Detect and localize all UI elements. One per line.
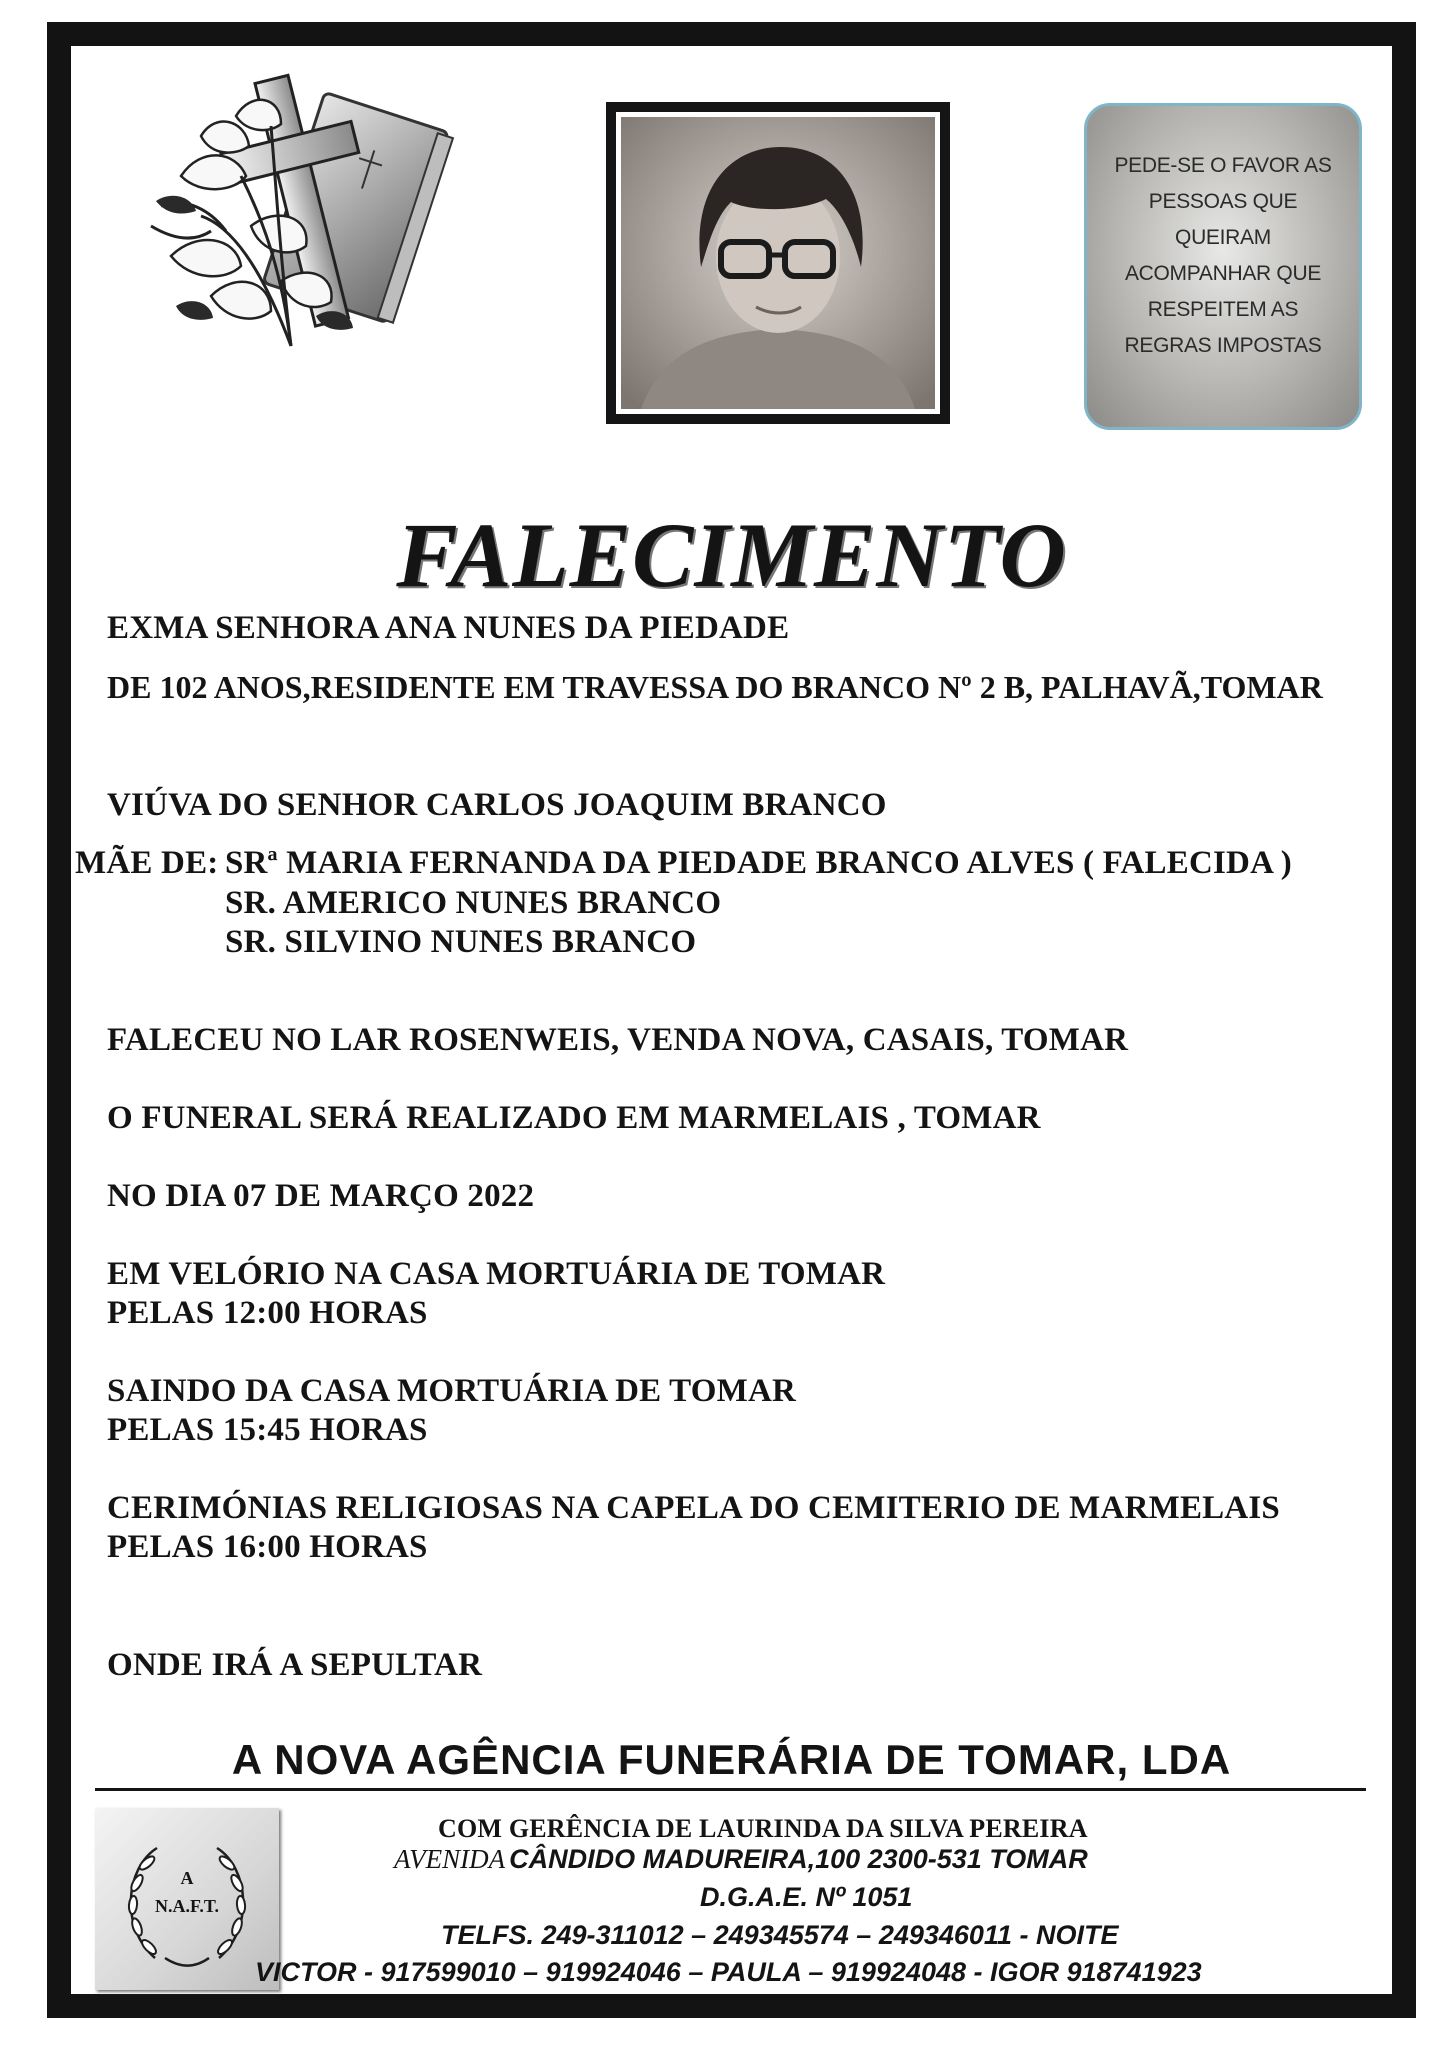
notice-box xyxy=(1084,103,1362,430)
child-2: SR. AMERICO NUNES BRANCO xyxy=(225,885,722,921)
portrait-photo xyxy=(616,112,940,414)
age-residence: DE 102 ANOS,RESIDENTE EM TRAVESSA DO BRANCO Nº 2 B, PALHAVÃ,TOMAR xyxy=(107,669,1323,705)
dgae-line: D.G.A.E. Nº 1051 xyxy=(700,1882,913,1912)
obituary-frame xyxy=(47,22,1416,2018)
notice-line: PEDE-SE O FAVOR AS xyxy=(1114,154,1332,177)
child-3: SR. SILVINO NUNES BRANCO xyxy=(225,924,697,960)
ceremony-line: CERIMÓNIAS RELIGIOSAS NA CAPELA DO CEMITERIO DE MARMELAIS xyxy=(107,1490,1280,1526)
ceremony-time: PELAS 16:00 HORAS xyxy=(107,1529,428,1565)
agency-name: A NOVA AGÊNCIA FUNERÁRIA DE TOMAR, LDA xyxy=(231,1736,1232,1783)
funeral-place: O FUNERAL SERÁ REALIZADO EM MARMELAIS , TOMAR xyxy=(107,1100,1041,1136)
cross-lily-icon xyxy=(141,66,471,366)
logo-top-letter: A xyxy=(180,1868,194,1888)
page-title: FALECIMENTO xyxy=(396,504,1067,606)
address-line xyxy=(394,1844,1088,1875)
mother-label: MÃE DE: xyxy=(75,845,219,881)
funeral-date: NO DIA 07 DE MARÇO 2022 xyxy=(107,1178,535,1214)
notice-line: QUEIRAM xyxy=(1175,226,1271,249)
wake-time: PELAS 12:00 HORAS xyxy=(107,1295,428,1331)
leaving-time: PELAS 15:45 HORAS xyxy=(107,1412,428,1448)
agency-logo xyxy=(95,1808,279,1990)
widow-line: VIÚVA DO SENHOR CARLOS JOAQUIM BRANCO xyxy=(107,787,887,823)
logo-initials: N.A.F.T. xyxy=(154,1896,219,1916)
leaving-line: SAINDO DA CASA MORTUÁRIA DE TOMAR xyxy=(107,1373,797,1409)
divider xyxy=(95,1788,1366,1791)
night-contacts-line: VICTOR - 917599010 – 919924046 – PAULA – 919924048 - IGOR 918741923 xyxy=(255,1957,1202,1987)
burial-line: ONDE IRÁ A SEPULTAR xyxy=(107,1647,483,1683)
notice-line: REGRAS IMPOSTAS xyxy=(1124,334,1322,357)
deceased-name: EXMA SENHORA ANA NUNES DA PIEDADE xyxy=(107,610,790,646)
notice-line: ACOMPANHAR QUE xyxy=(1124,262,1322,285)
address-text: CÂNDIDO MADUREIRA,100 2300-531 TOMAR xyxy=(509,1844,1088,1874)
phones-line: TELFS. 249-311012 – 249345574 – 249346011 - NOITE xyxy=(441,1920,1119,1950)
wake-line: EM VELÓRIO NA CASA MORTUÁRIA DE TOMAR xyxy=(107,1256,886,1292)
address-prefix: AVENIDA xyxy=(394,1844,506,1874)
notice-line: RESPEITEM AS xyxy=(1147,298,1299,321)
portrait-frame xyxy=(606,102,950,424)
child-1: SRª MARIA FERNANDA DA PIEDADE BRANCO ALVES ( FALECIDA ) xyxy=(225,845,1292,881)
death-place: FALECEU NO LAR ROSENWEIS, VENDA NOVA, CASAIS, TOMAR xyxy=(107,1022,1129,1058)
notice-line: PESSOAS QUE xyxy=(1148,190,1298,213)
management-line: COM GERÊNCIA DE LAURINDA DA SILVA PEREIRA xyxy=(438,1814,1088,1843)
